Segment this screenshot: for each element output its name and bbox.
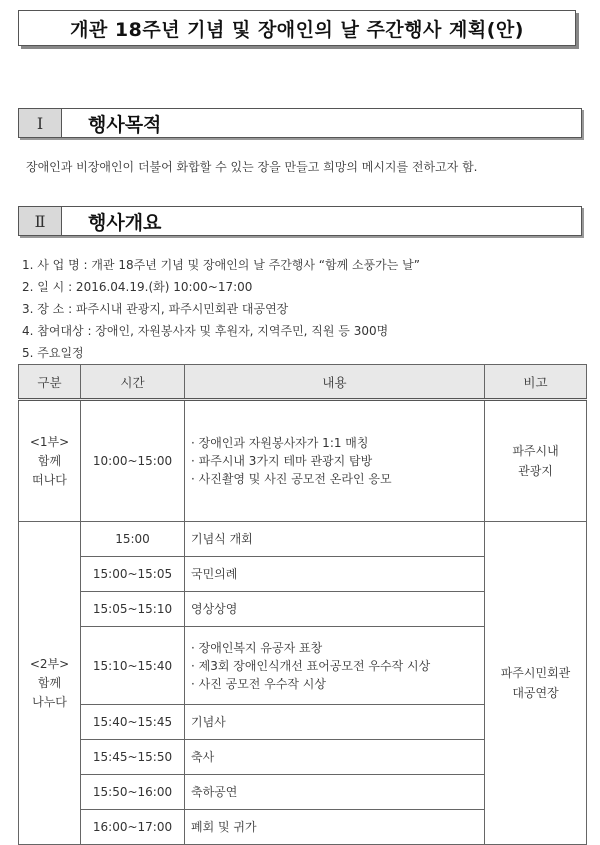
note-line: 파주시내 <box>512 444 559 458</box>
overview-item-name: 1. 사 업 명 : 개관 18주년 기념 및 장애인의 날 주간행사 “함께 소풍가는 날” <box>22 258 420 272</box>
part2-label-line: 나누다 <box>32 694 67 709</box>
row-time: 15:00 <box>81 522 185 557</box>
schedule-table <box>18 364 587 845</box>
part1-row <box>19 400 587 522</box>
part2-note <box>485 522 587 845</box>
overview-item-schedule: 5. 주요일정 <box>22 346 84 360</box>
row-content: 폐회 및 귀가 <box>185 810 485 845</box>
purpose-text: 장애인과 비장애인이 더불어 화합할 수 있는 장을 만들고 희망의 메시지를 전하고자 함. <box>26 160 478 174</box>
overview-list <box>22 254 582 364</box>
row-content: 기념사 <box>185 705 485 740</box>
overview-item-place: 3. 장 소 : 파주시내 관광지, 파주시민회관 대공연장 <box>22 302 289 316</box>
section-1-header <box>18 108 582 138</box>
overview-item-date: 2. 일 시 : 2016.04.19.(화) 10:00~17:00 <box>22 280 253 294</box>
overview-item-target: 4. 참여대상 : 장애인, 자원봉사자 및 후원자, 지역주민, 직원 등 300명 <box>22 324 389 338</box>
header-content: 내용 <box>185 365 485 400</box>
row-time: 15:05~15:10 <box>81 592 185 627</box>
row-time: 15:40~15:45 <box>81 705 185 740</box>
row-content: 축사 <box>185 740 485 775</box>
header-category: 구분 <box>19 365 81 400</box>
part1-label <box>19 400 81 522</box>
row-content: 축하공연 <box>185 775 485 810</box>
row-time: 15:45~15:50 <box>81 740 185 775</box>
section-2-title: 행사개요 <box>88 211 162 234</box>
row-time: 16:00~17:00 <box>81 810 185 845</box>
part2-label-line: 함께 <box>37 675 62 690</box>
section-2-number: Ⅱ <box>19 207 62 235</box>
row-content: 국민의례 <box>185 557 485 592</box>
document-title: 개관 18주년 기념 및 장애인의 날 주간행사 계획(안) <box>70 18 524 41</box>
table-row <box>19 522 587 557</box>
row-content <box>185 627 485 705</box>
part1-label-line: 함께 <box>37 453 62 468</box>
section-2-header <box>18 206 582 236</box>
part1-label-line: 떠나다 <box>32 472 67 487</box>
part2-label-line: <2부> <box>29 656 70 671</box>
part2-label <box>19 522 81 845</box>
content-line: · 장애인과 자원봉사자가 1:1 매칭 <box>191 436 369 450</box>
note-line: 파주시민회관 <box>500 666 571 680</box>
row-content: 영상상영 <box>185 592 485 627</box>
content-line: · 사진 공모전 우수작 시상 <box>191 676 326 691</box>
section-1-number: Ⅰ <box>19 109 62 137</box>
header-note: 비고 <box>485 365 587 400</box>
part1-note <box>485 400 587 522</box>
row-time: 15:00~15:05 <box>81 557 185 592</box>
part1-label-line: <1부> <box>29 434 70 449</box>
content-line: · 제3회 장애인식개선 표어공모전 우수작 시상 <box>191 658 431 673</box>
section-1-title: 행사목적 <box>88 113 162 136</box>
content-line: · 장애인복지 유공자 표창 <box>191 640 323 655</box>
schedule-header-row <box>19 365 587 400</box>
note-line: 관광지 <box>518 464 553 478</box>
part1-content <box>185 400 485 522</box>
content-line: · 파주시내 3가지 테마 관광지 탐방 <box>191 454 373 468</box>
part1-time: 10:00~15:00 <box>81 400 185 522</box>
row-time: 15:10~15:40 <box>81 627 185 705</box>
row-time: 15:50~16:00 <box>81 775 185 810</box>
row-content: 기념식 개회 <box>185 522 485 557</box>
note-line: 대공연장 <box>512 686 559 700</box>
header-time: 시간 <box>81 365 185 400</box>
document-title-box <box>18 10 576 46</box>
content-line: · 사진촬영 및 사진 공모전 온라인 응모 <box>191 472 392 486</box>
